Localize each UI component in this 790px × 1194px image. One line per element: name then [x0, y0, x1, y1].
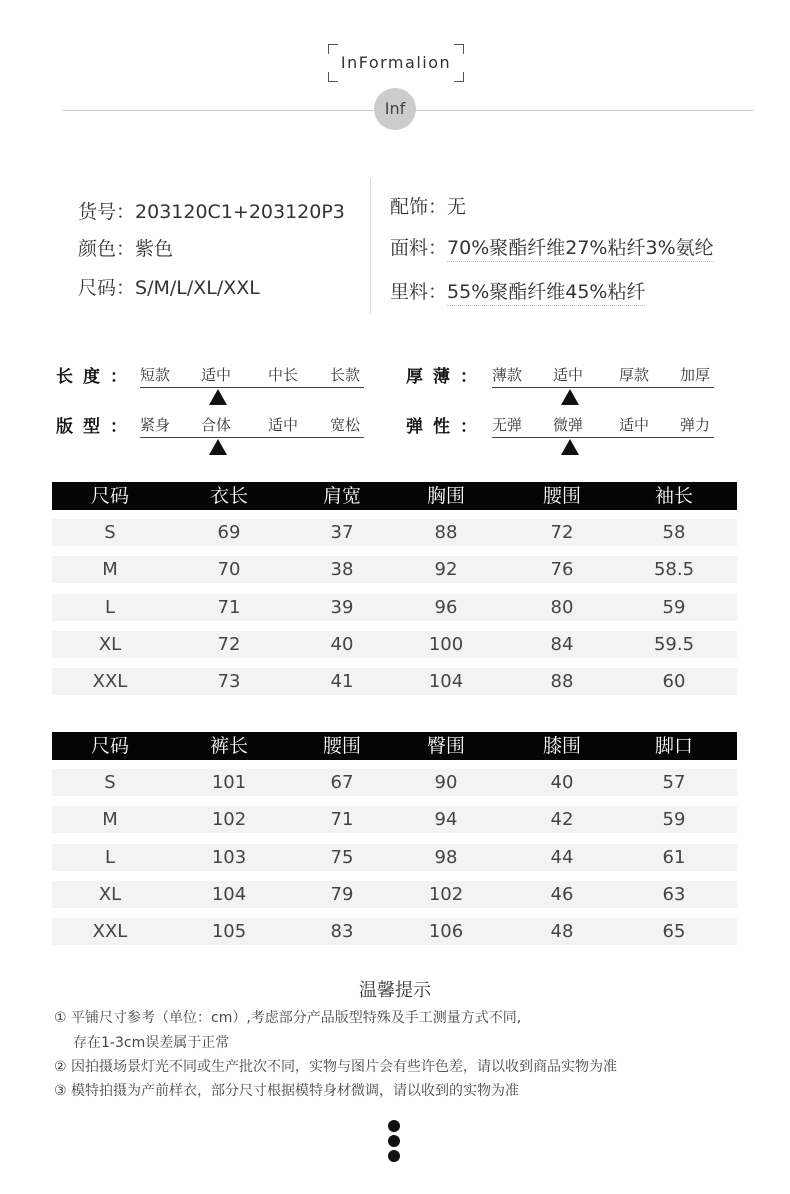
table-cell: S: [104, 522, 116, 543]
scale-marker-icon: [209, 439, 227, 455]
corner-bottom-right: [454, 72, 464, 82]
more-dot: [388, 1135, 400, 1147]
scale-line: [492, 437, 714, 438]
info-item-lining: [390, 277, 645, 304]
info-label: 配饰：: [390, 196, 448, 218]
scale-option: 短款: [140, 366, 171, 384]
scale-option: 适中: [553, 366, 584, 384]
table-cell: 105: [211, 921, 247, 943]
table-cell: 40: [550, 772, 574, 793]
table-row: [52, 556, 737, 583]
scale-elasticity: [406, 412, 726, 458]
table-cell: 60: [662, 671, 686, 693]
tip-line-2: ② 因拍摄场景灯光不同或生产批次不同，实物与图片会有些许色差，请以收到商品实物为准: [54, 1059, 617, 1075]
table-header-cell: 脚口: [654, 735, 693, 757]
table-header-cell: 肩宽: [322, 485, 361, 507]
table-cell: 80: [550, 596, 574, 618]
scale-thickness: [406, 362, 726, 408]
info-label: 面料：: [390, 237, 448, 259]
table-header-cell: 臀围: [426, 735, 465, 757]
tip-line-1-cont: 存在1-3cm误差属于正常: [73, 1035, 230, 1051]
table-header-cell: 袖长: [654, 485, 693, 507]
table-cell: 71: [330, 809, 354, 831]
table-row: [52, 769, 737, 796]
table-cell: 44: [550, 846, 574, 868]
table-row: [52, 806, 737, 833]
table-cell: M: [102, 809, 118, 831]
scale-option: 适中: [201, 366, 232, 384]
table-header-cell: 膝围: [542, 735, 581, 757]
tip-line-1: ① 平铺尺寸参考（单位：cm）,考虑部分产品版型特殊及手工测量方式不同,: [54, 1010, 522, 1026]
scale-label: 弹性：: [406, 417, 487, 437]
table-cell: 58.5: [653, 559, 695, 581]
table-cell: 75: [330, 846, 354, 868]
scale-option: 中长: [268, 366, 299, 384]
scale-option: 厚款: [619, 366, 650, 384]
scale-length: [56, 362, 376, 408]
table-cell: M: [102, 559, 118, 581]
table-cell: 79: [330, 883, 354, 905]
table-cell: 63: [662, 883, 686, 905]
inf-badge: Inf: [374, 88, 416, 130]
table-row: [52, 594, 737, 621]
table-cell: 98: [434, 846, 458, 868]
table-row: [52, 519, 737, 546]
corner-bottom-left: [328, 72, 338, 82]
info-item-size: [78, 273, 260, 300]
table-cell: 83: [330, 921, 354, 943]
table-cell: 70: [217, 559, 241, 581]
table-cell: XL: [98, 883, 122, 905]
info-value: 无: [447, 196, 467, 218]
scale-option: 适中: [268, 416, 299, 434]
table-row: [52, 881, 737, 908]
table-cell: 59: [662, 809, 686, 831]
scale-marker-icon: [561, 439, 579, 455]
scale-option: 宽松: [330, 416, 361, 434]
table-cell: L: [104, 596, 116, 618]
table-header-cell: 腰围: [542, 485, 581, 507]
table-cell: 59.5: [653, 633, 695, 655]
table-cell: XL: [98, 633, 122, 655]
info-label: 颜色：: [78, 238, 136, 260]
table-cell: 88: [434, 522, 458, 543]
table-cell: 37: [330, 522, 354, 543]
info-value: 55%聚酯纤维45%粘纤: [447, 281, 645, 306]
table-cell: 58: [662, 522, 686, 543]
more-dot: [388, 1120, 400, 1132]
table-header: [52, 482, 737, 510]
table-row: [52, 844, 737, 871]
table-cell: 88: [550, 671, 574, 693]
table-cell: L: [104, 846, 116, 868]
table-cell: 94: [434, 809, 458, 831]
scale-marker-icon: [561, 389, 579, 405]
table-cell: 41: [330, 671, 354, 693]
info-item-accessory: [390, 192, 466, 219]
table-cell: XXL: [92, 921, 128, 943]
scale-option: 弹力: [680, 416, 711, 434]
info-value: 203120C1+203120P3: [135, 201, 345, 223]
table-header-cell: 胸围: [426, 485, 465, 507]
info-label: 尺码：: [78, 277, 136, 299]
table-cell: XXL: [92, 671, 128, 693]
table-cell: 42: [550, 809, 574, 831]
table-cell: 101: [211, 772, 247, 793]
info-header-frame: [328, 44, 464, 82]
table-cell: 106: [428, 921, 464, 943]
table-header-cell: 尺码: [90, 735, 129, 757]
table-cell: 57: [662, 772, 686, 793]
info-label: 里料：: [390, 281, 448, 303]
scale-line: [140, 437, 364, 438]
table-cell: 38: [330, 559, 354, 581]
tip-line-3: ③ 模特拍摄为产前样衣，部分尺寸根据模特身材微调，请以收到的实物为准: [54, 1083, 519, 1099]
scale-label: 长度：: [56, 367, 137, 387]
table-header-cell: 腰围: [322, 735, 361, 757]
table-row: [52, 918, 737, 945]
scale-option: 加厚: [680, 366, 711, 384]
table-cell: 102: [211, 809, 247, 831]
scale-label: 厚薄：: [406, 367, 487, 387]
table-cell: 69: [217, 522, 241, 543]
scale-option: 紧身: [140, 416, 171, 434]
bottom-size-table: [52, 732, 737, 948]
table-cell: 72: [550, 522, 574, 543]
scale-marker-icon: [209, 389, 227, 405]
table-cell: 46: [550, 883, 574, 905]
scale-line: [140, 387, 364, 388]
scale-line: [492, 387, 714, 388]
table-cell: 48: [550, 921, 574, 943]
table-cell: 92: [434, 559, 458, 581]
table-cell: 65: [662, 921, 686, 943]
scale-fit: [56, 412, 376, 458]
table-cell: 103: [211, 846, 247, 868]
table-cell: 72: [217, 633, 241, 655]
table-cell: 76: [550, 559, 574, 581]
scale-option: 微弹: [553, 416, 584, 434]
info-item-code: [78, 197, 345, 224]
top-size-table: [52, 482, 737, 698]
table-cell: 40: [330, 633, 354, 655]
table-header-cell: 衣长: [209, 485, 248, 507]
table-cell: 67: [330, 772, 354, 793]
table-cell: 90: [434, 772, 458, 793]
scale-option: 无弹: [492, 416, 523, 434]
table-cell: 100: [428, 633, 464, 655]
scale-option: 长款: [330, 366, 361, 384]
table-cell: 104: [428, 671, 464, 693]
table-cell: 96: [434, 596, 458, 618]
info-value: 70%聚酯纤维27%粘纤3%氨纶: [447, 237, 714, 262]
table-cell: 59: [662, 596, 686, 618]
scale-option: 薄款: [492, 366, 523, 384]
table-cell: 39: [330, 596, 354, 618]
table-cell: 61: [662, 846, 686, 868]
table-header-cell: 尺码: [90, 485, 129, 507]
info-label: 货号：: [78, 201, 136, 223]
table-cell: 84: [550, 633, 574, 655]
tips-title: 温馨提示: [359, 980, 431, 1001]
table-cell: 73: [217, 671, 241, 693]
table-header: [52, 732, 737, 760]
info-item-fabric: [390, 233, 714, 260]
table-cell: 71: [217, 596, 241, 618]
info-value: S/M/L/XL/XXL: [135, 277, 260, 299]
info-column-divider: [370, 178, 371, 314]
info-item-color: [78, 234, 173, 261]
table-header-cell: 裤长: [209, 735, 248, 757]
table-row: [52, 631, 737, 658]
info-value: 紫色: [135, 238, 174, 260]
scale-option: 适中: [619, 416, 650, 434]
scale-label: 版型：: [56, 417, 137, 437]
section-title: InFormalion: [340, 53, 452, 72]
scale-option: 合体: [201, 416, 232, 434]
table-row: [52, 668, 737, 695]
more-dot: [388, 1150, 400, 1162]
table-cell: 102: [428, 883, 464, 905]
table-cell: S: [104, 772, 116, 793]
table-cell: 104: [211, 883, 247, 905]
